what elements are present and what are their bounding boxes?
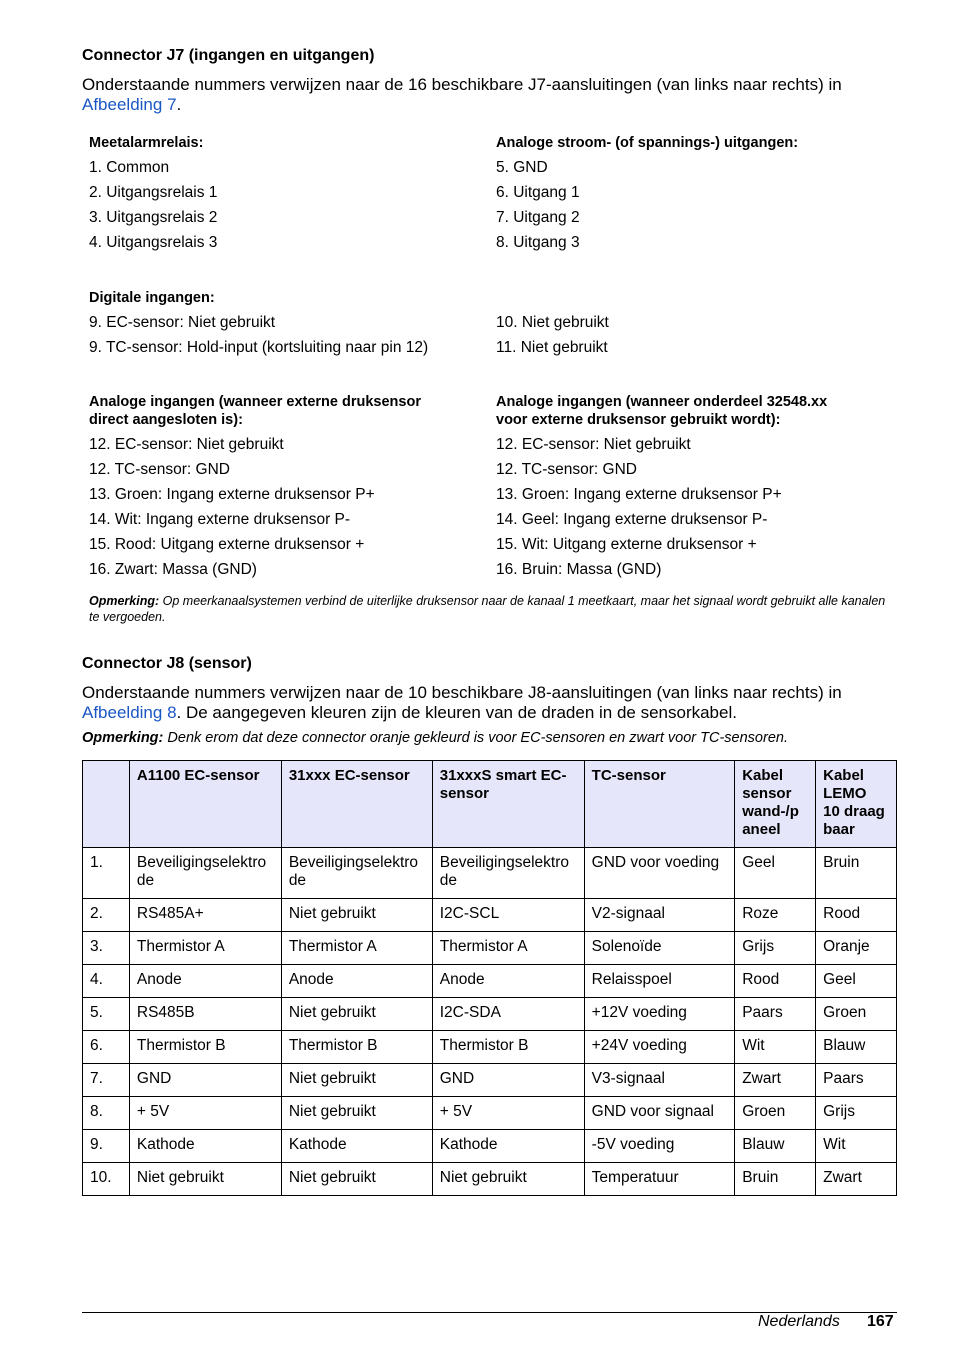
table-cell: Anode xyxy=(281,965,432,998)
table-cell: Wit xyxy=(735,1031,816,1064)
header-cell: 31xxx EC-sensor xyxy=(281,761,432,848)
analoog-uit-item: 8. Uitgang 3 xyxy=(496,234,580,251)
table-cell: Kathode xyxy=(129,1130,281,1163)
header-cell: Kabel sensor wand-/p aneel xyxy=(735,761,816,848)
header-cell: A1100 EC-sensor xyxy=(129,761,281,848)
table-row xyxy=(83,1163,897,1196)
table-cell: Thermistor B xyxy=(129,1031,281,1064)
digitaal-item: 9. TC-sensor: Hold-input (kortsluiting naar pin 12) xyxy=(89,339,429,356)
header-cell: Kabel LEMO 10 draag baar xyxy=(816,761,897,848)
meetalarm-item: 3. Uitgangsrelais 2 xyxy=(89,209,218,226)
table-cell: Zwart xyxy=(816,1163,897,1196)
footer-language: Nederlands xyxy=(758,1313,840,1330)
analoog-in-item: 13. Groen: Ingang externe druksensor P+ xyxy=(496,486,782,503)
note-label: Opmerking: xyxy=(89,594,160,608)
table-cell: +24V voeding xyxy=(584,1031,735,1064)
table-cell: Thermistor B xyxy=(432,1031,584,1064)
digitaal-label: Digitale ingangen: xyxy=(89,290,215,306)
table-cell: Niet gebruikt xyxy=(281,998,432,1031)
table-cell: + 5V xyxy=(432,1097,584,1130)
analoog-in-item: 12. TC-sensor: GND xyxy=(496,461,637,478)
analoog-in-item: 12. TC-sensor: GND xyxy=(89,461,230,478)
table-cell: I2C-SDA xyxy=(432,998,584,1031)
table-cell: Beveiligingselektro de xyxy=(281,848,432,899)
table-row xyxy=(83,1064,897,1097)
analoog-uit-item: 6. Uitgang 1 xyxy=(496,184,580,201)
pin-number-cell: 3. xyxy=(83,932,130,965)
table-cell: Groen xyxy=(735,1097,816,1130)
table-cell: Niet gebruikt xyxy=(432,1163,584,1196)
analoog-in-item: 14. Wit: Ingang externe druksensor P- xyxy=(89,511,351,528)
j7-intro-text: Onderstaande nummers verwijzen naar de 16 beschikbare J7-aansluitingen (van links naar rechts) in xyxy=(82,75,842,94)
table-cell: Blauw xyxy=(735,1130,816,1163)
table-cell: Niet gebruikt xyxy=(281,1097,432,1130)
table-cell: Bruin xyxy=(735,1163,816,1196)
table-cell: I2C-SCL xyxy=(432,899,584,932)
table-cell: + 5V xyxy=(129,1097,281,1130)
table-row xyxy=(83,899,897,932)
table-cell: GND xyxy=(129,1064,281,1097)
table-row xyxy=(83,1031,897,1064)
label-line: Analoge ingangen (wanneer externe druksensor xyxy=(89,394,421,410)
note-text: Denk erom dat deze connector oranje gekleurd is voor EC-sensoren en zwart voor TC-sensoren. xyxy=(163,730,788,746)
table-cell: Solenoïde xyxy=(584,932,735,965)
table-cell: Paars xyxy=(816,1064,897,1097)
analoog-uit-item: 5. GND xyxy=(496,159,548,176)
table-cell: Roze xyxy=(735,899,816,932)
table-cell: Anode xyxy=(129,965,281,998)
table-cell: RS485B xyxy=(129,998,281,1031)
table-cell: V2-signaal xyxy=(584,899,735,932)
analoog-in-item: 12. EC-sensor: Niet gebruikt xyxy=(496,436,691,453)
j8-intro-line: Onderstaande nummers verwijzen naar de 10 beschikbare J8-aansluitingen (van links naar rechts) in xyxy=(82,683,842,702)
j8-intro-end: . De aangegeven kleuren zijn de kleuren van de draden in de sensorkabel. xyxy=(176,703,737,722)
j8-table xyxy=(82,760,897,1196)
pin-number-cell: 7. xyxy=(83,1064,130,1097)
table-cell: Thermistor A xyxy=(432,932,584,965)
analoog-in-item: 16. Bruin: Massa (GND) xyxy=(496,561,662,578)
table-cell: -5V voeding xyxy=(584,1130,735,1163)
table-cell: Thermistor A xyxy=(281,932,432,965)
pin-number-cell: 1. xyxy=(83,848,130,899)
table-cell: Anode xyxy=(432,965,584,998)
j8-note xyxy=(82,730,788,746)
pin-number-cell: 9. xyxy=(83,1130,130,1163)
j8-intro xyxy=(82,683,902,723)
table-cell: +12V voeding xyxy=(584,998,735,1031)
header-cell: TC-sensor xyxy=(584,761,735,848)
digitaal-item: 11. Niet gebruikt xyxy=(496,339,608,356)
analoog-in-item: 14. Geel: Ingang externe druksensor P- xyxy=(496,511,768,528)
pin-number-cell: 2. xyxy=(83,899,130,932)
table-cell: GND xyxy=(432,1064,584,1097)
pin-number-cell: 10. xyxy=(83,1163,130,1196)
pin-number-cell: 8. xyxy=(83,1097,130,1130)
table-cell: Oranje xyxy=(816,932,897,965)
header-cell xyxy=(83,761,130,848)
analoog-in-item: 15. Wit: Uitgang externe druksensor + xyxy=(496,536,757,553)
table-row xyxy=(83,848,897,899)
analoog-in-direct-label xyxy=(89,393,421,429)
table-row xyxy=(83,932,897,965)
table-cell: Zwart xyxy=(735,1064,816,1097)
table-cell: Thermistor A xyxy=(129,932,281,965)
afbeelding-7-link[interactable]: Afbeelding 7 xyxy=(82,95,177,114)
table-cell: Niet gebruikt xyxy=(281,1163,432,1196)
pin-number-cell: 6. xyxy=(83,1031,130,1064)
table-cell: Niet gebruikt xyxy=(281,1064,432,1097)
table-cell: Kathode xyxy=(281,1130,432,1163)
label-line: Analoge ingangen (wanneer onderdeel 32548.xx xyxy=(496,394,828,410)
table-cell: Grijs xyxy=(735,932,816,965)
table-cell: Groen xyxy=(816,998,897,1031)
analoog-uit-label: Analoge stroom- (of spannings-) uitgangen: xyxy=(496,135,799,151)
table-cell: Paars xyxy=(735,998,816,1031)
meetalarm-item: 2. Uitgangsrelais 1 xyxy=(89,184,218,201)
table-cell: Blauw xyxy=(816,1031,897,1064)
table-row xyxy=(83,998,897,1031)
table-cell: GND voor voeding xyxy=(584,848,735,899)
table-cell: Wit xyxy=(816,1130,897,1163)
table-cell: Kathode xyxy=(432,1130,584,1163)
table-cell: Rood xyxy=(816,899,897,932)
header-cell: 31xxxS smart EC- sensor xyxy=(432,761,584,848)
afbeelding-8-link[interactable]: Afbeelding 8 xyxy=(82,703,177,722)
j7-intro-end: . xyxy=(176,95,182,114)
analoog-in-item: 13. Groen: Ingang externe druksensor P+ xyxy=(89,486,375,503)
table-cell: Geel xyxy=(816,965,897,998)
table-cell: Niet gebruikt xyxy=(281,899,432,932)
digitaal-item: 9. EC-sensor: Niet gebruikt xyxy=(89,314,276,331)
table-cell: Beveiligingselektro de xyxy=(432,848,584,899)
table-cell: Bruin xyxy=(816,848,897,899)
analoog-in-item: 15. Rood: Uitgang externe druksensor + xyxy=(89,536,365,553)
pin-number-cell: 4. xyxy=(83,965,130,998)
meetalarm-item: 4. Uitgangsrelais 3 xyxy=(89,234,218,251)
table-cell: Grijs xyxy=(816,1097,897,1130)
pin-number-cell: 5. xyxy=(83,998,130,1031)
table-row xyxy=(83,1130,897,1163)
j7-note xyxy=(89,593,899,625)
page-number: 167 xyxy=(867,1313,894,1330)
label-line: direct aangesloten is): xyxy=(89,412,243,428)
analoog-uit-item: 7. Uitgang 2 xyxy=(496,209,580,226)
table-header-row xyxy=(83,761,897,848)
table-cell: Beveiligingselektro de xyxy=(129,848,281,899)
table-cell: Niet gebruikt xyxy=(129,1163,281,1196)
table-cell: GND voor signaal xyxy=(584,1097,735,1130)
label-line: voor externe druksensor gebruikt wordt): xyxy=(496,412,781,428)
table-cell: Rood xyxy=(735,965,816,998)
table-row xyxy=(83,965,897,998)
j7-intro xyxy=(82,75,902,115)
analoog-in-32548-label xyxy=(496,393,827,429)
j8-heading: Connector J8 (sensor) xyxy=(82,655,252,672)
table-row xyxy=(83,1097,897,1130)
meetalarm-item: 1. Common xyxy=(89,159,170,176)
table-cell: Thermistor B xyxy=(281,1031,432,1064)
table-cell: Temperatuur xyxy=(584,1163,735,1196)
analoog-in-item: 16. Zwart: Massa (GND) xyxy=(89,561,257,578)
note-label: Opmerking: xyxy=(82,730,164,746)
analoog-in-item: 12. EC-sensor: Niet gebruikt xyxy=(89,436,284,453)
table-cell: Geel xyxy=(735,848,816,899)
meetalarm-label: Meetalarmrelais: xyxy=(89,135,204,151)
table-cell: Relaisspoel xyxy=(584,965,735,998)
table-cell: RS485A+ xyxy=(129,899,281,932)
digitaal-item: 10. Niet gebruikt xyxy=(496,314,609,331)
j7-heading: Connector J7 (ingangen en uitgangen) xyxy=(82,47,375,64)
table-cell: V3-signaal xyxy=(584,1064,735,1097)
note-text: Op meerkanaalsystemen verbind de uiterlijke druksensor naar de kanaal 1 meetkaart, maar het signaal wordt gebruikt alle kanalen te vergoeden. xyxy=(89,594,886,624)
